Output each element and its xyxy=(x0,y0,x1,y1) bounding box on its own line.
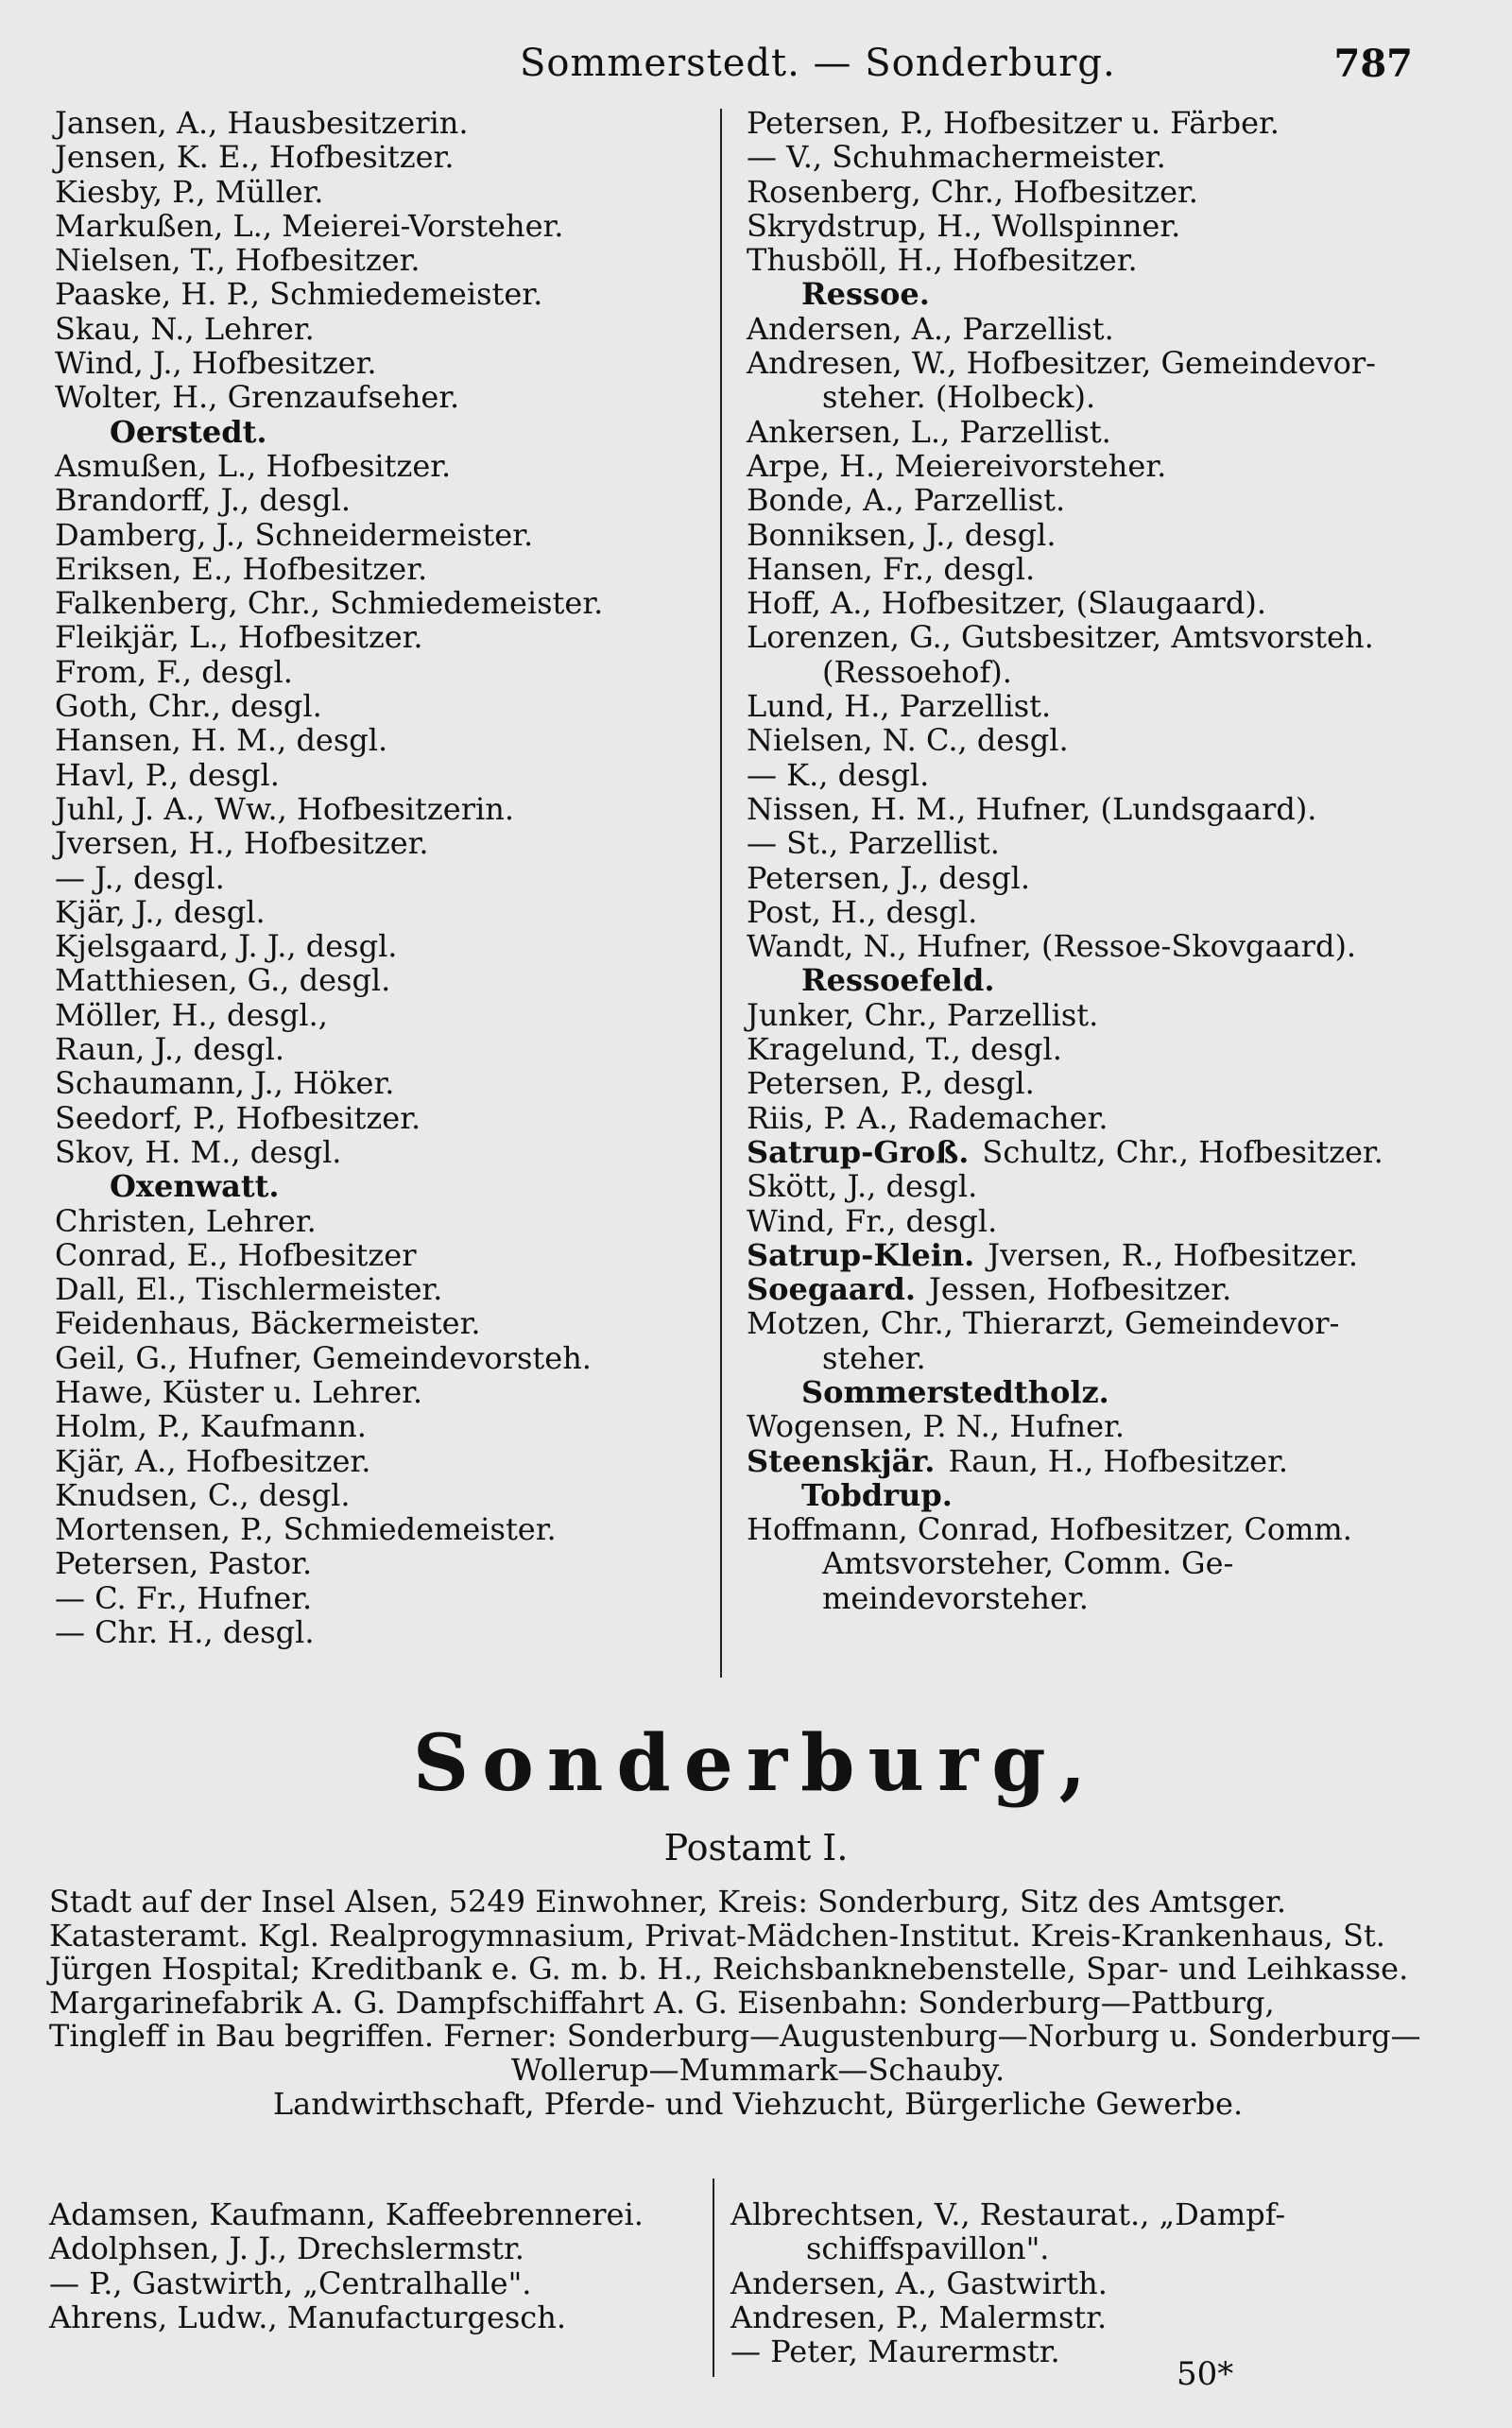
directory-entry: Lorenzen, G., Gutsbesitzer, Amtsvorsteh. xyxy=(747,619,1374,656)
directory-entry: Asmußen, L., Hofbesitzer. xyxy=(55,447,452,484)
directory-entry: Jensen, K. E., Hofbesitzer. xyxy=(55,139,455,176)
directory-entry: Andersen, A., Gastwirth. xyxy=(730,2264,1108,2301)
place-heading: Satrup-Klein. xyxy=(747,1236,975,1273)
place-heading: Tobdrup. xyxy=(801,1476,953,1513)
directory-entry: Hoffmann, Conrad, Hofbesitzer, Comm. xyxy=(747,1511,1352,1548)
directory-entry: — Peter, Maurermstr. xyxy=(730,2333,1060,2370)
directory-entry: Petersen, P., Hofbesitzer u. Färber. xyxy=(747,105,1280,141)
directory-entry: Petersen, Pastor. xyxy=(55,1545,313,1582)
directory-entry: Kragelund, T., desgl. xyxy=(747,1031,1062,1068)
right-column xyxy=(747,106,1383,1615)
directory-entry: Kjär, J., desgl. xyxy=(55,893,266,930)
directory-entry: — C. Fr., Hufner. xyxy=(55,1579,313,1616)
directory-entry: — K., desgl. xyxy=(747,756,930,793)
directory-entry: Albrechtsen, V., Restaurat., „Dampf- xyxy=(730,2196,1286,2232)
directory-entry: Lund, H., Parzellist. xyxy=(747,688,1052,725)
directory-entry: Rosenberg, Chr., Hofbesitzer. xyxy=(747,173,1198,210)
directory-entry: Adamsen, Kaufmann, Kaffeebrennerei. xyxy=(49,2196,644,2232)
page-header xyxy=(0,42,1512,98)
directory-entry: Wind, Fr., desgl. xyxy=(747,1202,998,1239)
column-divider xyxy=(713,2178,714,2377)
entry-text: Raun, H., Hofbesitzer. xyxy=(948,1442,1289,1479)
directory-entry: Seedorf, P., Hofbesitzer. xyxy=(55,1099,421,1136)
directory-entry: Paaske, H. P., Schmiedemeister. xyxy=(55,276,543,313)
directory-entry: Petersen, J., desgl. xyxy=(747,859,1031,896)
directory-entry: Petersen, P., desgl. xyxy=(747,1065,1035,1102)
directory-entry: Schaumann, J., Höker. xyxy=(55,1065,395,1102)
directory-entry: Arpe, H., Meiereivorsteher. xyxy=(747,447,1167,484)
directory-entry xyxy=(747,1444,1383,1478)
section-subtitle: Postamt I. xyxy=(663,1827,849,1868)
directory-entry: Kjär, A., Hofbesitzer. xyxy=(55,1442,371,1479)
directory-entry: Geil, G., Hufner, Gemeindevorsteh. xyxy=(55,1339,592,1376)
directory-entry: Kjelsgaard, J. J., desgl. xyxy=(55,928,398,965)
entry-continuation: (Ressoehof). xyxy=(822,653,1012,690)
directory-entry: Holm, P., Kaufmann. xyxy=(55,1408,367,1445)
directory-entry: Damberg, J., Schneidermeister. xyxy=(55,516,534,553)
directory-entry: Falkenberg, Chr., Schmiedemeister. xyxy=(55,585,604,622)
directory-entry xyxy=(747,1135,1383,1169)
directory-entry: Goth, Chr., desgl. xyxy=(55,688,322,725)
directory-entry: Hansen, H. M., desgl. xyxy=(55,722,388,759)
column-divider xyxy=(720,109,722,1678)
directory-entry: — J., desgl. xyxy=(55,859,225,896)
directory-entry: Havl, P., desgl. xyxy=(55,756,280,793)
place-heading: Soegaard. xyxy=(747,1271,917,1308)
directory-entry: Riis, P. A., Rademacher. xyxy=(747,1099,1108,1136)
directory-entry: Jansen, A., Hausbesitzerin. xyxy=(55,105,469,141)
description-line: Tingleff in Bau begriffen. Ferner: Sonderburg—Augustenburg—Norburg u. Sonderburg— xyxy=(49,2018,1421,2055)
directory-entry: Markußen, L., Meierei-Vorsteher. xyxy=(55,207,564,244)
directory-entry: — St., Parzellist. xyxy=(747,825,1000,862)
entry-continuation: schiffspavillon". xyxy=(806,2230,1050,2267)
directory-entry: Post, H., desgl. xyxy=(747,893,978,930)
bottom-right-column xyxy=(730,2197,1285,2368)
entry-text: Jessen, Hofbesitzer. xyxy=(929,1271,1232,1308)
directory-entry: Andresen, P., Malermstr. xyxy=(730,2299,1108,2335)
directory-entry: Bonde, A., Parzellist. xyxy=(747,482,1066,519)
directory-entry: Nissen, H. M., Hufner, (Lundsgaard). xyxy=(747,790,1317,827)
entry-text: Jversen, R., Hofbesitzer. xyxy=(988,1236,1359,1273)
directory-entry: Brandorff, J., desgl. xyxy=(55,482,352,519)
directory-entry: Mortensen, P., Schmiedemeister. xyxy=(55,1511,557,1548)
directory-entry: Christen, Lehrer. xyxy=(55,1202,317,1239)
directory-entry: Hoff, A., Hofbesitzer, (Slaugaard). xyxy=(747,585,1267,622)
directory-entry: Skött, J., desgl. xyxy=(747,1168,978,1205)
description-line: Stadt auf der Insel Alsen, 5249 Einwohner, Kreis: Sonderburg, Sitz des Amtsger. xyxy=(49,1884,1287,1920)
directory-entry: Dall, El., Tischlermeister. xyxy=(55,1271,443,1308)
directory-entry: Ahrens, Ludw., Manufacturgesch. xyxy=(49,2299,566,2335)
town-description xyxy=(49,1886,1467,2121)
directory-entry xyxy=(747,1238,1383,1272)
description-line: Wollerup—Mummark—Schauby. xyxy=(510,2051,1005,2088)
entry-continuation: meindevorsteher. xyxy=(822,1579,1089,1616)
directory-entry: Andersen, A., Parzellist. xyxy=(747,310,1114,347)
directory-entry: Hawe, Küster u. Lehrer. xyxy=(55,1373,423,1410)
directory-entry: Conrad, E., Hofbesitzer xyxy=(55,1236,417,1273)
directory-entry: Juhl, J. A., Ww., Hofbesitzerin. xyxy=(55,790,514,827)
section-title: Sonderburg, xyxy=(412,1718,1100,1809)
directory-entry: Matthiesen, G., desgl. xyxy=(55,962,391,999)
directory-entry: Junker, Chr., Parzellist. xyxy=(747,996,1099,1033)
directory-entry: Thusböll, H., Hofbesitzer. xyxy=(747,242,1138,279)
directory-entry: Andresen, W., Hofbesitzer, Gemeindevor- xyxy=(747,345,1376,382)
directory-entry: Wolter, H., Grenzaufseher. xyxy=(55,379,460,416)
directory-entry: — P., Gastwirth, „Centralhalle". xyxy=(49,2264,532,2301)
directory-entry: Raun, J., desgl. xyxy=(55,1031,285,1068)
directory-entry: Skrydstrup, H., Wollspinner. xyxy=(747,207,1181,244)
place-heading: Ressoe. xyxy=(801,276,930,313)
directory-entry: — V., Schuhmachermeister. xyxy=(747,139,1166,176)
directory-entry: Eriksen, E., Hofbesitzer. xyxy=(55,550,428,587)
directory-entry: Skov, H. M., desgl. xyxy=(55,1133,342,1170)
page-number: 787 xyxy=(1333,42,1413,86)
entry-text: Schultz, Chr., Hofbesitzer. xyxy=(982,1133,1383,1170)
directory-entry: Feidenhaus, Bäckermeister. xyxy=(55,1305,481,1342)
directory-entry: Wind, J., Hofbesitzer. xyxy=(55,345,377,382)
place-heading: Sommerstedtholz. xyxy=(801,1373,1109,1410)
directory-entry: Motzen, Chr., Thierarzt, Gemeindevor- xyxy=(747,1305,1340,1342)
place-heading: Oerstedt. xyxy=(110,413,267,450)
directory-entry: Bonniksen, J., desgl. xyxy=(747,516,1057,553)
entry-continuation: Amtsvorsteher, Comm. Ge- xyxy=(822,1545,1234,1582)
directory-entry: Wandt, N., Hufner, (Ressoe-Skovgaard). xyxy=(747,928,1357,965)
directory-entry: Nielsen, T., Hofbesitzer. xyxy=(55,242,421,279)
description-line: Jürgen Hospital; Kreditbank e. G. m. b. H., Reichsbanknebenstelle, Spar- und Leihkasse. xyxy=(49,1951,1409,1988)
place-heading: Oxenwatt. xyxy=(110,1168,280,1205)
left-column xyxy=(55,106,603,1649)
entry-continuation: steher. (Holbeck). xyxy=(822,379,1096,416)
description-line: Landwirthschaft, Pferde- und Viehzucht, Bürgerliche Gewerbe. xyxy=(272,2085,1244,2122)
directory-entry: Knudsen, C., desgl. xyxy=(55,1476,351,1513)
directory-entry: Nielsen, N. C., desgl. xyxy=(747,722,1069,759)
place-heading: Satrup-Groß. xyxy=(747,1133,970,1170)
directory-entry: Ankersen, L., Parzellist. xyxy=(747,413,1111,450)
directory-entry: Kiesby, P., Müller. xyxy=(55,173,324,210)
directory-entry: Adolphsen, J. J., Drechslermstr. xyxy=(49,2230,524,2267)
description-line: Katasteramt. Kgl. Realprogymnasium, Privat-Mädchen-Institut. Kreis-Krankenhaus, St. xyxy=(49,1917,1385,1954)
place-heading: Steenskjär. xyxy=(747,1442,936,1479)
directory-entry: Hansen, Fr., desgl. xyxy=(747,550,1036,587)
directory-entry xyxy=(747,1272,1383,1306)
signature-mark: 50* xyxy=(1177,2355,1234,2393)
directory-entry: Skau, N., Lehrer. xyxy=(55,310,315,347)
running-title: Sommerstedt. — Sonderburg. xyxy=(520,42,1116,85)
place-heading: Ressoefeld. xyxy=(801,962,995,999)
description-line: Margarinefabrik A. G. Dampfschiffahrt A. G. Eisenbahn: Sonderburg—Pattburg, xyxy=(49,1984,1275,2021)
directory-entry: From, F., desgl. xyxy=(55,653,293,690)
entry-continuation: steher. xyxy=(822,1339,926,1376)
directory-entry: Möller, H., desgl., xyxy=(55,996,328,1033)
directory-entry: — Chr. H., desgl. xyxy=(55,1614,315,1651)
bottom-left-column xyxy=(49,2197,644,2334)
directory-entry: Fleikjär, L., Hofbesitzer. xyxy=(55,619,423,656)
directory-entry: Jversen, H., Hofbesitzer. xyxy=(55,825,429,862)
directory-entry: Wogensen, P. N., Hufner. xyxy=(747,1408,1125,1445)
